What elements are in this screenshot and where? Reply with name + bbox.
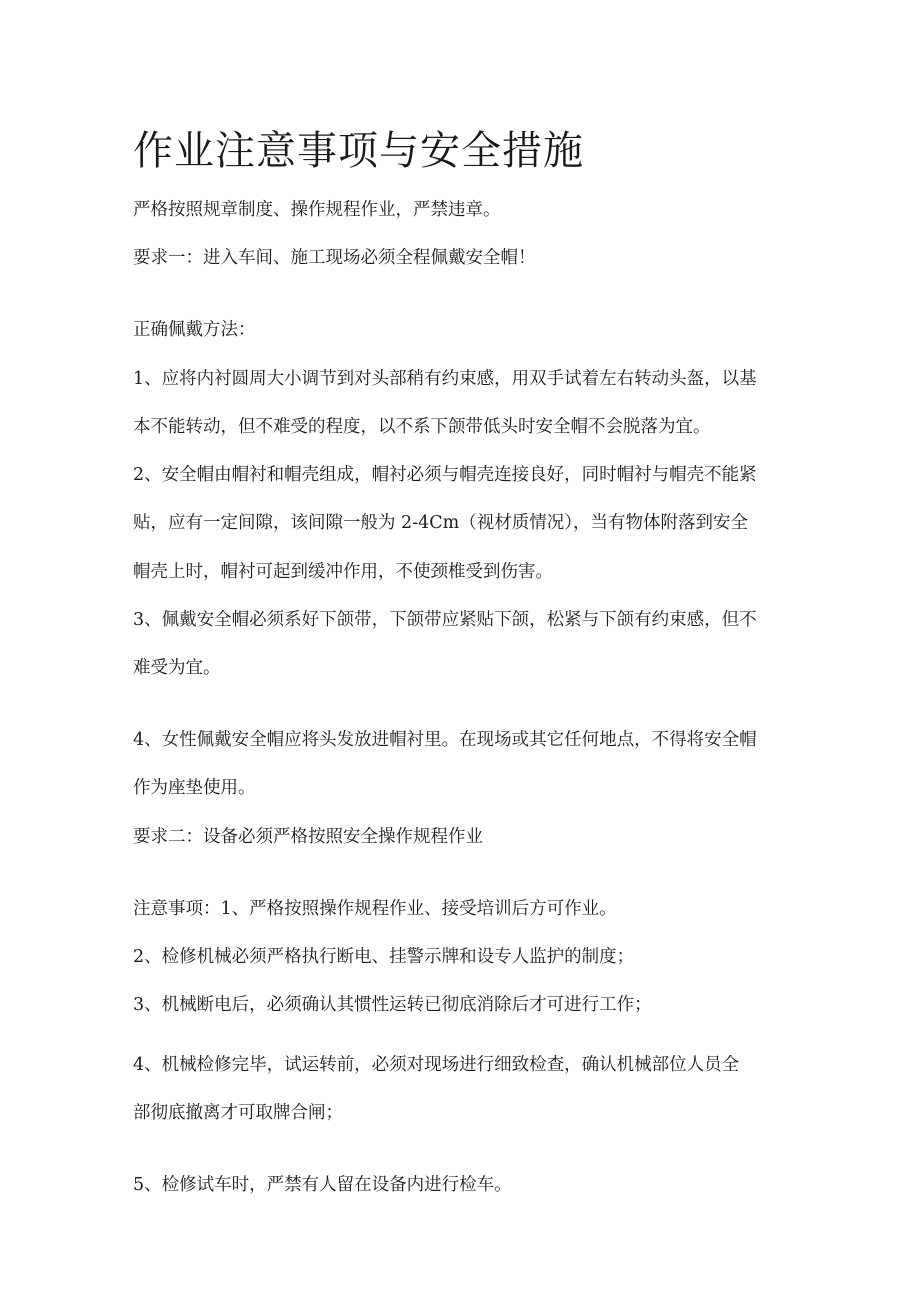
wearing-method-heading: 正确佩戴方法： <box>133 320 256 340</box>
notice-item-4-line-1: 4、机械检修完毕，试运转前，必须对现场进行细致检查，确认机械部位人员全 <box>133 1055 740 1075</box>
method-2-line-2: 贴，应有一定间隙，该间隙一般为 2-4Cm（视材质情况），当有物体附落到安全 <box>133 513 748 533</box>
requirement-two-heading: 要求二：设备必须严格按照安全操作规程作业 <box>133 827 483 847</box>
method-3-line-2: 难受为宜。 <box>133 658 221 678</box>
intro-line: 严格按照规章制度、操作规程作业，严禁违章。 <box>133 200 501 220</box>
method-4-line-1: 4、女性佩戴安全帽应将头发放进帽衬里。在现场或其它任何地点，不得将安全帽 <box>133 730 757 750</box>
notice-item-1: 注意事项：1、严格按照操作规程作业、接受培训后方可作业。 <box>133 899 617 919</box>
method-2-line-3: 帽壳上时，帽衬可起到缓冲作用，不使颈椎受到伤害。 <box>133 562 553 582</box>
method-4-line-2: 作为座垫使用。 <box>133 778 256 798</box>
method-1-line-2: 本不能转动，但不难受的程度，以不系下颌带低头时安全帽不会脱落为宜。 <box>133 417 711 437</box>
notice-item-4-line-2: 部彻底撤离才可取牌合闸； <box>133 1103 343 1123</box>
notice-item-2: 2、检修机械必须严格执行断电、挂警示牌和设专人监护的制度； <box>133 947 635 967</box>
method-3-line-1: 3、佩戴安全帽必须系好下颌带，下颌带应紧贴下颌，松紧与下颌有约束感，但不 <box>133 610 757 630</box>
notice-item-5: 5、检修试车时，严禁有人留在设备内进行检车。 <box>133 1175 512 1195</box>
method-1-line-1: 1、应将内衬圆周大小调节到对头部稍有约束感，用双手试着左右转动头盔，以基 <box>133 369 757 389</box>
document-title: 作业注意事项与安全措施 <box>133 128 584 174</box>
method-2-line-1: 2、安全帽由帽衬和帽壳组成，帽衬必须与帽壳连接良好，同时帽衬与帽壳不能紧 <box>133 465 757 485</box>
notice-item-3: 3、机械断电后，必须确认其惯性运转已彻底消除后才可进行工作； <box>133 995 652 1015</box>
requirement-one-heading: 要求一：进入车间、施工现场必须全程佩戴安全帽！ <box>133 248 536 268</box>
